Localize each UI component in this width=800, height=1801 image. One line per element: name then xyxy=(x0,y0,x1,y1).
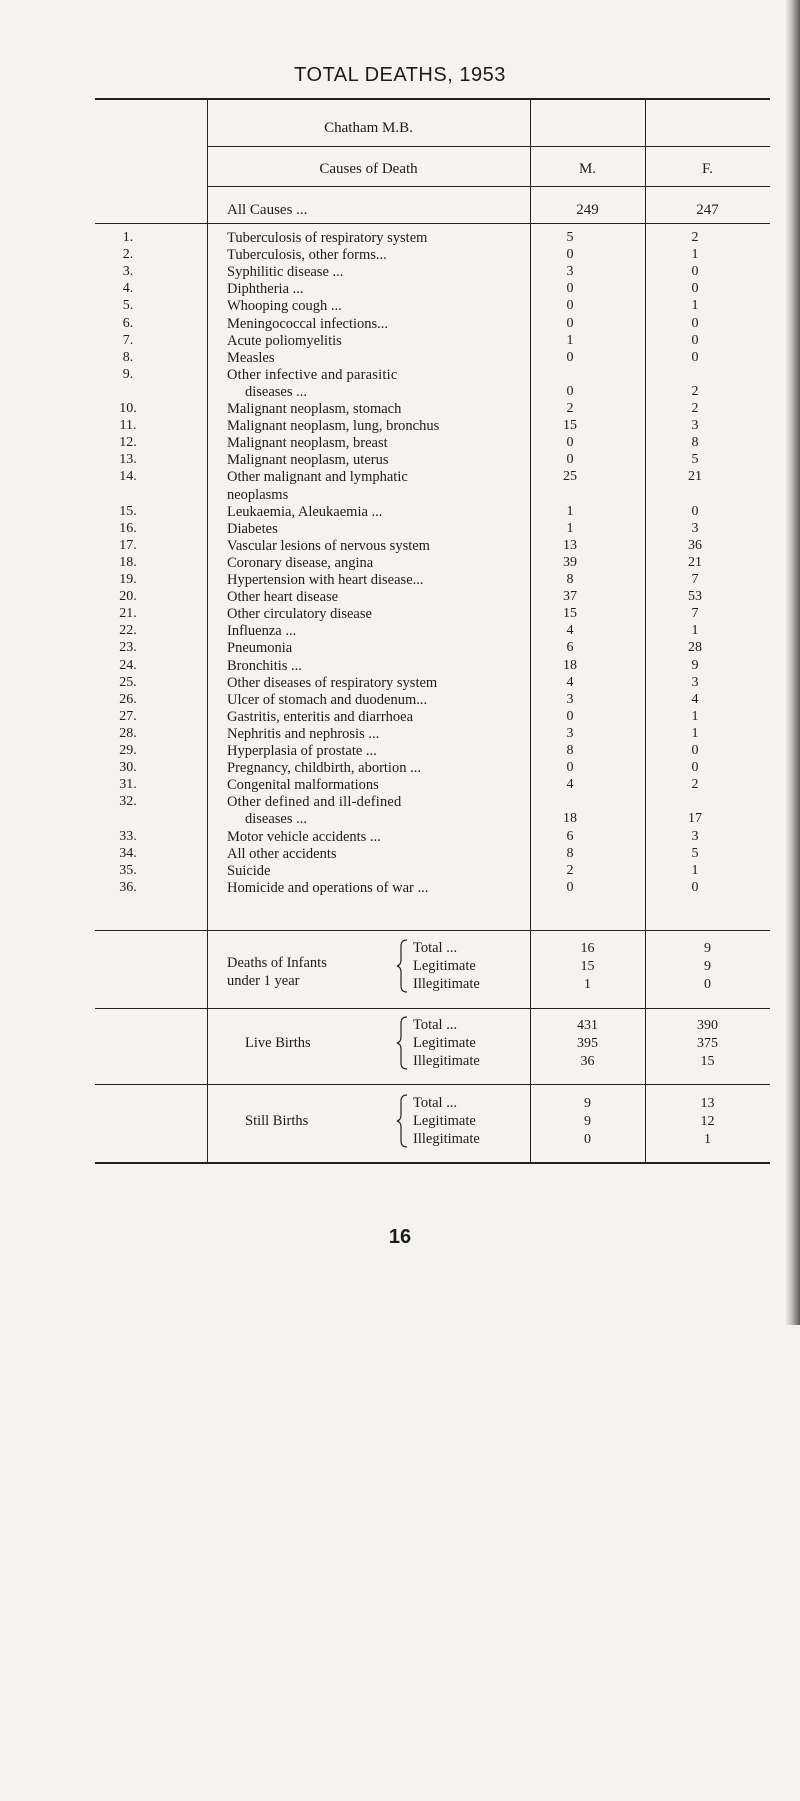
cause-label: Congenital malformations xyxy=(227,777,379,794)
live-births-illegitimate-label: Illegitimate xyxy=(413,1053,480,1069)
male-count: 15 xyxy=(563,606,577,622)
female-count: 4 xyxy=(691,691,699,707)
male-count: 4 xyxy=(566,623,574,639)
live-births-illegitimate-f: 15 xyxy=(700,1054,715,1069)
cause-label-continued: diseases ... xyxy=(245,811,308,828)
cause-label: Meningococcal infections... xyxy=(227,315,389,332)
row-number: 25. xyxy=(119,674,137,690)
cause-label: Malignant neoplasm, stomach xyxy=(227,401,402,417)
cause-label: Malignant neoplasm, breast xyxy=(227,435,388,452)
infants-illegitimate-m: 1 xyxy=(584,977,591,992)
row-number: 14. xyxy=(119,469,137,485)
male-count: 37 xyxy=(563,589,577,605)
infants-legitimate-m: 15 xyxy=(580,959,595,974)
male-count: 0 xyxy=(566,247,574,263)
all-causes-divider xyxy=(95,223,770,224)
male-count: 0 xyxy=(566,298,574,314)
cause-label: Diphtheria ... xyxy=(227,281,304,298)
still-births-brace-icon xyxy=(395,1093,409,1149)
row-number: 33. xyxy=(119,828,137,844)
female-count: 5 xyxy=(691,452,699,468)
row-number: 11. xyxy=(119,418,137,434)
cause-label: Tuberculosis, other forms... xyxy=(227,247,387,264)
cause-label: Motor vehicle accidents ... xyxy=(227,828,381,845)
live-births-total-f: 390 xyxy=(697,1018,718,1033)
row-number: 1. xyxy=(122,230,134,245)
male-count: 0 xyxy=(566,315,574,331)
male-count: 39 xyxy=(563,554,577,570)
row-number: 23. xyxy=(119,640,137,656)
male-header: M. xyxy=(578,161,597,177)
row-number: 5. xyxy=(122,298,134,314)
cause-label: Pneumonia xyxy=(227,640,293,657)
row-number: 7. xyxy=(122,332,134,348)
infants-label-2: under 1 year xyxy=(227,973,300,989)
female-count: 0 xyxy=(691,743,699,758)
male-count: 1 xyxy=(566,332,574,348)
female-count: 7 xyxy=(691,572,699,587)
live-births-legitimate-m: 395 xyxy=(577,1036,598,1051)
male-count: 5 xyxy=(566,230,574,245)
female-count: 17 xyxy=(688,811,702,827)
still-births-illegitimate-m: 0 xyxy=(584,1132,591,1147)
row-number: 3. xyxy=(122,264,134,280)
row-number: 6. xyxy=(122,315,134,331)
row-number: 17. xyxy=(119,537,137,553)
female-count: 0 xyxy=(691,879,699,895)
row-number: 10. xyxy=(119,401,137,416)
row-number: 16. xyxy=(119,520,137,536)
female-count: 0 xyxy=(691,264,699,280)
cause-label: Malignant neoplasm, uterus xyxy=(227,452,389,469)
male-count: 18 xyxy=(563,811,577,827)
cause-label: Leukaemia, Aleukaemia ... xyxy=(227,503,383,520)
header-divider xyxy=(207,146,770,147)
still-births-illegitimate-f: 1 xyxy=(704,1132,711,1147)
still-births-legitimate-label: Legitimate xyxy=(413,1113,476,1129)
cause-label: Bronchitis ... xyxy=(227,657,302,674)
infants-label-1: Deaths of Infants xyxy=(227,955,327,971)
row-number: 35. xyxy=(119,862,137,878)
male-count: 0 xyxy=(566,383,574,399)
male-count: 0 xyxy=(566,435,574,451)
male-count: 1 xyxy=(566,503,574,519)
row-number: 22. xyxy=(119,623,137,639)
female-count: 0 xyxy=(691,503,699,519)
live-births-legitimate-label: Legitimate xyxy=(413,1035,476,1051)
deaths-table xyxy=(95,98,770,1801)
female-count: 53 xyxy=(688,589,702,605)
cause-label: Syphilitic disease ... xyxy=(227,264,344,281)
female-count: 2 xyxy=(691,383,699,399)
causes-header: Causes of Death xyxy=(319,161,418,177)
still-births-legitimate-m: 9 xyxy=(584,1114,591,1129)
header-divider-2 xyxy=(207,186,770,187)
cause-label: Whooping cough ... xyxy=(227,298,342,315)
row-number: 9. xyxy=(122,366,134,382)
row-number: 29. xyxy=(119,743,137,758)
female-count: 0 xyxy=(691,315,699,331)
row-number: 19. xyxy=(119,572,137,587)
cause-label: Vascular lesions of nervous system xyxy=(227,537,430,554)
female-count: 5 xyxy=(691,845,699,861)
female-count: 2 xyxy=(691,401,699,416)
live-births-total-m: 431 xyxy=(577,1018,598,1033)
page-title: TOTAL DEATHS, 1953 xyxy=(294,64,506,86)
infants-legitimate-label: Legitimate xyxy=(413,958,476,974)
female-count: 28 xyxy=(688,640,702,656)
infants-total-f: 9 xyxy=(704,941,711,956)
infants-illegitimate-f: 0 xyxy=(704,977,711,992)
table-top-rule xyxy=(95,98,770,100)
table-bottom-rule xyxy=(95,1162,770,1164)
male-count: 8 xyxy=(566,743,574,758)
cause-label: Hyperplasia of prostate ... xyxy=(227,743,377,759)
cause-label: Acute poliomyelitis xyxy=(227,332,342,349)
row-number: 24. xyxy=(119,657,137,673)
infants-illegitimate-label: Illegitimate xyxy=(413,976,480,992)
still-births-total-f: 13 xyxy=(700,1096,715,1111)
cause-label: Influenza ... xyxy=(227,623,297,640)
row-number: 13. xyxy=(119,452,137,468)
female-count: 3 xyxy=(691,418,699,434)
male-count: 3 xyxy=(566,725,574,741)
still-births-illegitimate-label: Illegitimate xyxy=(413,1131,480,1147)
cause-label: Malignant neoplasm, lung, bronchus xyxy=(227,418,440,435)
cause-label: Other heart disease xyxy=(227,589,339,606)
cause-label: Ulcer of stomach and duodenum... xyxy=(227,691,428,708)
row-number: 20. xyxy=(119,589,137,605)
page-edge-shadow xyxy=(786,0,800,1325)
female-count: 21 xyxy=(688,554,702,570)
male-count: 18 xyxy=(563,657,577,673)
male-count: 6 xyxy=(566,828,574,844)
female-count: 0 xyxy=(691,349,699,365)
cause-label: Other defined and ill-defined xyxy=(227,794,402,811)
cause-label: Pregnancy, childbirth, abortion ... xyxy=(227,760,421,777)
row-number: 27. xyxy=(119,708,137,724)
still-births-total-m: 9 xyxy=(584,1096,591,1111)
col-divider-3 xyxy=(645,98,646,1164)
row-number: 30. xyxy=(119,760,137,776)
all-causes-label: All Causes ... xyxy=(227,202,308,218)
all-causes-male: 249 xyxy=(576,202,599,218)
male-count: 0 xyxy=(566,879,574,895)
male-count: 4 xyxy=(566,674,574,690)
row-number: 32. xyxy=(119,794,137,810)
infants-total-label: Total ... xyxy=(413,940,458,956)
row-number: 34. xyxy=(119,845,137,861)
female-count: 0 xyxy=(691,760,699,776)
row-number: 2. xyxy=(122,247,134,263)
female-count: 1 xyxy=(691,298,699,314)
cause-label: Tuberculosis of respiratory system xyxy=(227,230,428,246)
row-number: 15. xyxy=(119,503,137,519)
female-count: 1 xyxy=(691,623,699,639)
row-number: 26. xyxy=(119,691,137,707)
male-count: 1 xyxy=(566,520,574,536)
female-count: 36 xyxy=(688,537,702,553)
infants-total-m: 16 xyxy=(580,941,595,956)
male-count: 15 xyxy=(563,418,577,434)
female-count: 1 xyxy=(691,725,699,741)
live-births-brace-icon xyxy=(395,1015,409,1071)
male-count: 0 xyxy=(566,281,574,297)
male-count: 13 xyxy=(563,537,577,553)
female-count: 8 xyxy=(691,435,699,451)
cause-label: Nephritis and nephrosis ... xyxy=(227,725,380,742)
male-count: 2 xyxy=(566,862,574,878)
live-births-total-label: Total ... xyxy=(413,1017,458,1033)
female-count: 21 xyxy=(688,469,702,485)
female-count: 2 xyxy=(691,777,699,793)
row-number: 12. xyxy=(119,435,137,451)
still-births-total-label: Total ... xyxy=(413,1095,458,1111)
female-count: 0 xyxy=(691,281,699,297)
female-count: 1 xyxy=(691,862,699,878)
male-count: 0 xyxy=(566,708,574,724)
female-count: 9 xyxy=(691,657,699,673)
still-births-legitimate-f: 12 xyxy=(700,1114,715,1129)
row-number: 18. xyxy=(119,554,137,570)
district-name: Chatham M.B. xyxy=(324,120,413,136)
cause-label: Other diseases of respiratory system xyxy=(227,674,438,691)
infants-legitimate-f: 9 xyxy=(704,959,711,974)
female-count: 3 xyxy=(691,520,699,536)
row-number: 31. xyxy=(119,777,137,793)
female-count: 0 xyxy=(691,332,699,348)
female-count: 7 xyxy=(691,606,699,622)
female-header: F. xyxy=(702,161,713,177)
male-count: 6 xyxy=(566,640,574,656)
row-number: 21. xyxy=(119,606,137,622)
male-count: 2 xyxy=(566,401,574,416)
cause-label: All other accidents xyxy=(227,845,337,862)
infants-bottom-rule xyxy=(95,1008,770,1009)
male-count: 4 xyxy=(566,777,574,793)
live-births-bottom-rule xyxy=(95,1084,770,1085)
row-number: 28. xyxy=(119,725,137,741)
cause-label: Diabetes xyxy=(227,520,278,537)
cause-label: Other infective and parasitic xyxy=(227,366,398,383)
cause-label: Gastritis, enteritis and diarrhoea xyxy=(227,708,414,725)
cause-label: Coronary disease, angina xyxy=(227,554,374,571)
male-count: 0 xyxy=(566,452,574,468)
male-count: 0 xyxy=(566,760,574,776)
live-births-label: Live Births xyxy=(245,1035,311,1051)
infants-brace-icon xyxy=(395,938,409,994)
male-count: 0 xyxy=(566,349,574,365)
cause-label: Suicide xyxy=(227,862,271,879)
cause-label-continued: diseases ... xyxy=(245,383,308,400)
male-count: 8 xyxy=(566,572,574,587)
causes-bottom-rule xyxy=(95,930,770,931)
live-births-illegitimate-m: 36 xyxy=(580,1054,595,1069)
male-count: 3 xyxy=(566,264,574,280)
cause-label: Homicide and operations of war ... xyxy=(227,879,429,896)
row-number: 8. xyxy=(122,349,134,365)
male-count: 8 xyxy=(566,845,574,861)
male-count: 25 xyxy=(563,469,577,485)
female-count: 3 xyxy=(691,674,699,690)
cause-label: Hypertension with heart disease... xyxy=(227,572,424,588)
female-count: 3 xyxy=(691,828,699,844)
female-count: 2 xyxy=(691,230,699,245)
female-count: 1 xyxy=(691,708,699,724)
row-number: 36. xyxy=(119,879,137,895)
still-births-label: Still Births xyxy=(245,1113,309,1129)
cause-label: Other malignant and lymphatic xyxy=(227,469,408,486)
page-number: 16 xyxy=(388,1226,412,1248)
cause-label: Other circulatory disease xyxy=(227,606,372,623)
row-number: 4. xyxy=(122,281,134,297)
all-causes-female: 247 xyxy=(696,202,719,218)
cause-label-continued: neoplasms xyxy=(227,486,289,503)
col-divider-1 xyxy=(207,98,208,1164)
cause-label: Measles xyxy=(227,349,275,366)
live-births-legitimate-f: 375 xyxy=(697,1036,718,1051)
male-count: 3 xyxy=(566,691,574,707)
female-count: 1 xyxy=(691,247,699,263)
